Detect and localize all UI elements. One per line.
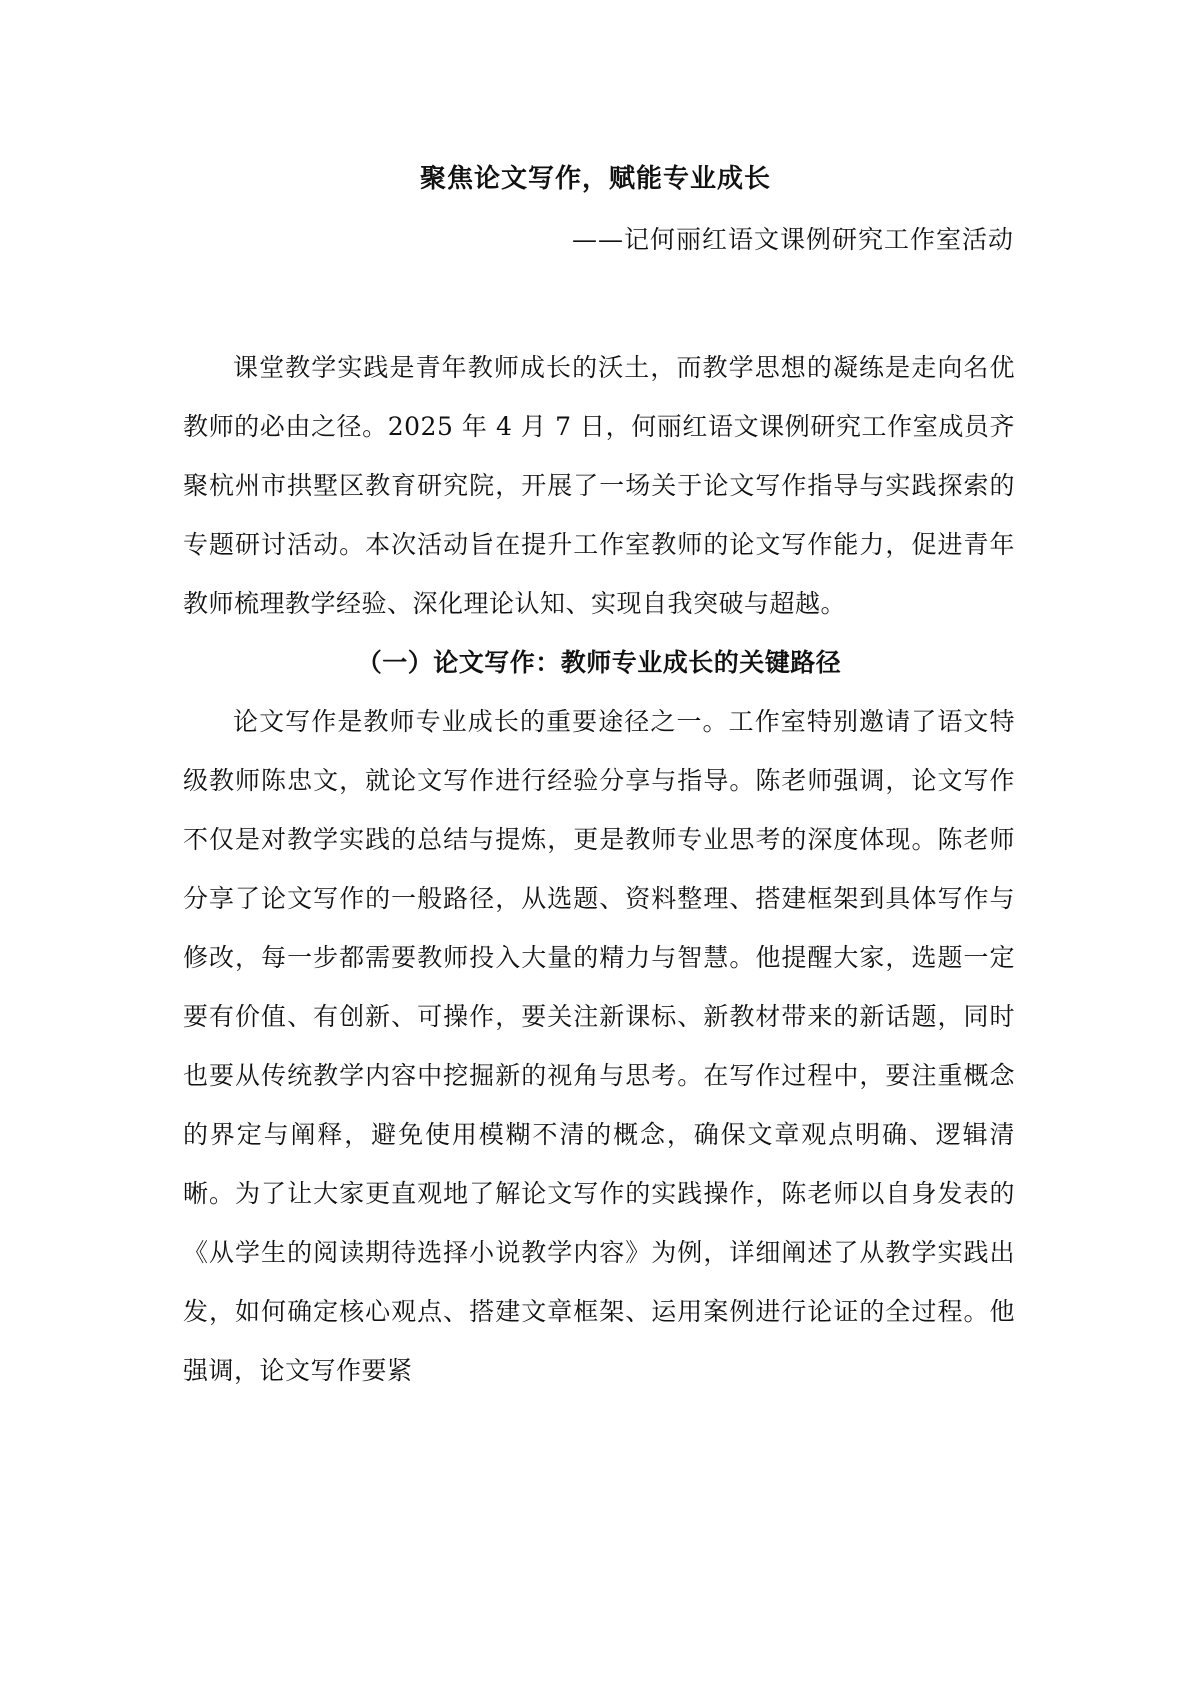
document-body — [183, 338, 1015, 1400]
intro-paragraph: 课堂教学实践是青年教师成长的沃土，而教学思想的凝练是走向名优教师的必由之径。2025 年 4 月 7 日，何丽红语文课例研究工作室成员齐聚杭州市拱墅区教育研究院，开展了一场关于论文写作指导与实践探索的专题研讨活动。本次活动旨在提升工作室教师的论文写作能力，促进青年教师梳理教学经验、深化理论认知、实现自我突破与超越。 — [183, 353, 1015, 618]
document-subtitle: ——记何丽红语文课例研究工作室活动 — [571, 225, 1014, 254]
document-title: 聚焦论文写作，赋能专业成长 — [419, 164, 771, 194]
section-1-heading: （一）论文写作：教师专业成长的关键路径 — [356, 648, 842, 677]
section-1-paragraph: 论文写作是教师专业成长的重要途径之一。工作室特别邀请了语文特级教师陈忠文，就论文写作进行经验分享与指导。陈老师强调，论文写作不仅是对教学实践的总结与提炼，更是教师专业思考的深度体现。陈老师分享了论文写作的一般路径，从选题、资料整理、搭建框架到具体写作与修改，每一步都需要教师投入大量的精力与智慧。他提醒大家，选题一定要有价值、有创新、可操作，要关注新课标、新教材带来的新话题，同时也要从传统教学内容中挖掘新的视角与思考。在写作过程中，要注重概念的界定与阐释，避免使用模糊不清的概念，确保文章观点明确、逻辑清晰。为了让大家更直观地了解论文写作的实践操作，陈老师以自身发表的《从学生的阅读期待选择小说教学内容》为例，详细阐述了从教学实践出发，如何确定核心观点、搭建文章框架、运用案例进行论证的全过程。他强调，论文写作要紧 — [183, 707, 1015, 1385]
